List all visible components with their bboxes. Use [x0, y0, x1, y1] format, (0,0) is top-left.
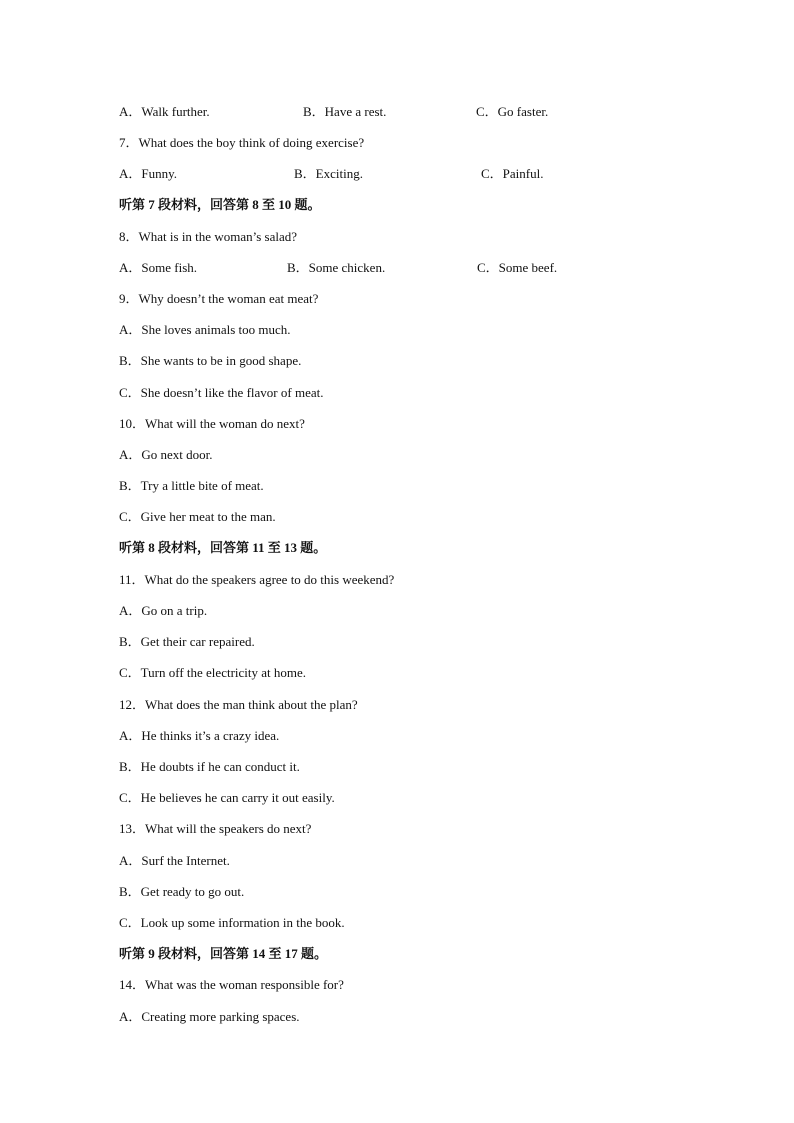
q14-option-a: A．Creating more parking spaces.	[119, 1009, 300, 1024]
q11-option-c: C．Turn off the electricity at home.	[119, 665, 307, 680]
q10-option-c: C．Give her meat to the man.	[119, 509, 276, 524]
q11-option-b: B．Get their car repaired.	[119, 634, 255, 649]
q12-option-c: C．He believes he can carry it out easily.	[119, 790, 335, 805]
q8-option-b: B．Some chicken.	[287, 260, 386, 275]
q6-option-c: C．Go faster.	[476, 104, 549, 119]
q7-question: 7．What does the boy think of doing exercise?	[119, 135, 365, 150]
q10-option-b: B．Try a little bite of meat.	[119, 478, 264, 493]
q12-option-b: B．He doubts if he can conduct it.	[119, 759, 300, 774]
q8-question: 8．What is in the woman’s salad?	[119, 229, 297, 244]
q8-option-c: C．Some beef.	[477, 260, 558, 275]
q12-option-a: A．He thinks it’s a crazy idea.	[119, 728, 280, 743]
q7-option-a: A．Funny.	[119, 166, 178, 181]
q9-option-c: C．She doesn’t like the flavor of meat.	[119, 385, 324, 400]
section-heading-7: 听第 7 段材料，回答第 8 至 10 题。	[119, 197, 321, 212]
q11-option-a: A．Go on a trip.	[119, 603, 208, 618]
section-heading-9: 听第 9 段材料，回答第 14 至 17 题。	[119, 946, 328, 961]
q9-option-b: B．She wants to be in good shape.	[119, 353, 302, 368]
q7-option-b: B．Exciting.	[294, 166, 363, 181]
q13-option-b: B．Get ready to go out.	[119, 884, 245, 899]
q13-option-a: A．Surf the Internet.	[119, 853, 230, 868]
q13-question: 13．What will the speakers do next?	[119, 821, 312, 836]
q9-question: 9．Why doesn’t the woman eat meat?	[119, 291, 319, 306]
q13-option-c: C．Look up some information in the book.	[119, 915, 345, 930]
q6-option-b: B．Have a rest.	[303, 104, 387, 119]
q6-option-a: A．Walk further.	[119, 104, 210, 119]
q11-question: 11．What do the speakers agree to do this weekend?	[119, 572, 395, 587]
q10-option-a: A．Go next door.	[119, 447, 213, 462]
q7-option-c: C．Painful.	[481, 166, 544, 181]
q14-question: 14．What was the woman responsible for?	[119, 977, 344, 992]
section-heading-8: 听第 8 段材料，回答第 11 至 13 题。	[119, 540, 327, 555]
q8-option-a: A．Some fish.	[119, 260, 198, 275]
q10-question: 10．What will the woman do next?	[119, 416, 305, 431]
q12-question: 12．What does the man think about the plan?	[119, 697, 358, 712]
q9-option-a: A．She loves animals too much.	[119, 322, 291, 337]
